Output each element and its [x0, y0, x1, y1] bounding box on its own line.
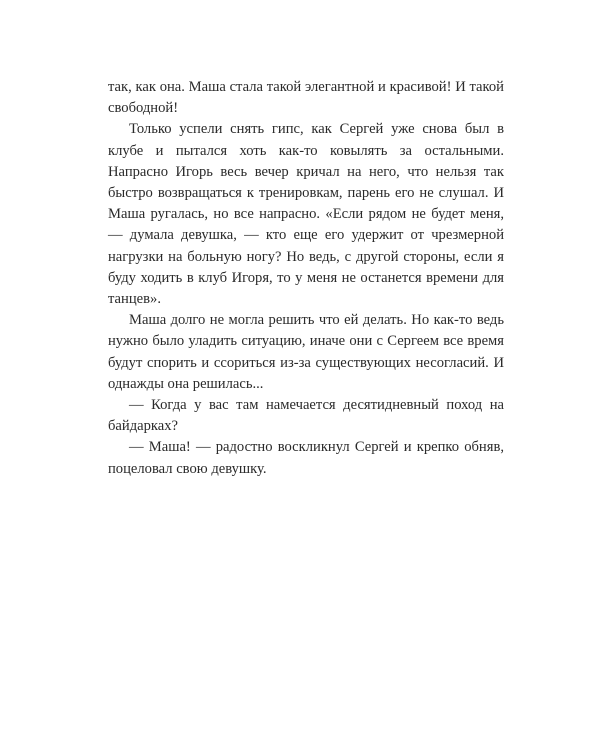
dialogue-line: — Когда у вас там намечается десятидневный поход на байдарках?	[108, 397, 504, 435]
paragraph-continuation: так, как она. Маша стала такой элегантной и красивой! И такой свободной!	[108, 79, 504, 117]
paragraph: Маша долго не могла решить что ей делать. Но как-то ведь нужно было уладить ситуацию, иначе они с Сергеем все время будут спорить и ссориться из-за существующих несогласий. И однажды она решилась...	[108, 312, 504, 392]
paragraph: Только успели снять гипс, как Сергей уже снова был в клубе и пытался хоть как-то ковылять за остальными. Напрасно Игорь весь вечер кричал на него, что нельзя так быстро возвращаться к тренировкам, парень его не слушал. И Маша ругалась, но все напрасно. «Если рядом не будет меня, — думала девушка, — кто еще его удержит от чрезмерной нагрузки на больную ногу? Но ведь, с другой стороны, если я буду ходить в клуб Игоря, то у меня не останется времени для танцев».	[108, 121, 504, 308]
page-text	[108, 77, 504, 480]
dialogue-line: — Маша! — радостно воскликнул Сергей и крепко обняв, поцеловал свою девушку.	[108, 439, 504, 477]
